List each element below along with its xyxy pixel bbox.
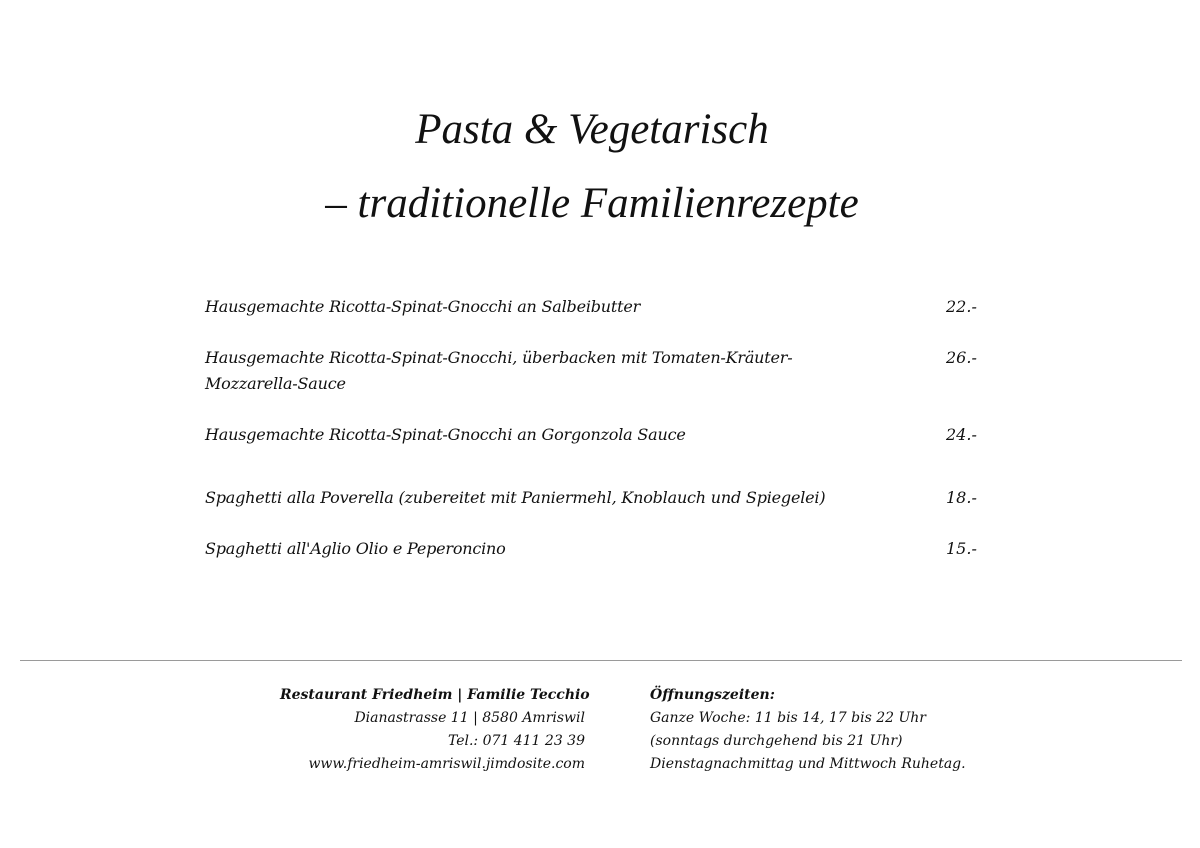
menu-item-name: Hausgemachte Ricotta-Spinat-Gnocchi an Salbeibutter	[205, 297, 641, 316]
menu-item-name: Spaghetti all'Aglio Olio e Peperoncino	[205, 539, 506, 558]
menu-item-price: 18.-	[946, 488, 977, 507]
restaurant-phone: Tel.: 071 411 23 39	[447, 733, 585, 749]
page-title-line-2: – traditionelle Familienrezepte	[325, 180, 859, 227]
opening-hours-sunday: (sonntags durchgehend bis 21 Uhr)	[650, 733, 903, 749]
restaurant-name: Restaurant Friedheim | Familie Tecchio	[280, 687, 590, 703]
restaurant-website: www.friedheim-amriswil.jimdosite.com	[308, 756, 585, 772]
footer-opening-hours	[650, 684, 1010, 776]
menu-item-price: 24.-	[946, 425, 977, 444]
opening-hours-week: Ganze Woche: 11 bis 14, 17 bis 22 Uhr	[650, 710, 927, 726]
footer-contact	[280, 684, 590, 776]
opening-hours-title: Öffnungszeiten:	[650, 687, 775, 703]
menu-item-name: Hausgemachte Ricotta-Spinat-Gnocchi an Gorgonzola Sauce	[205, 425, 686, 444]
opening-hours-closed: Dienstagnachmittag und Mittwoch Ruhetag.	[650, 756, 966, 772]
menu-item-price: 15.-	[946, 539, 977, 558]
restaurant-address: Dianastrasse 11 | 8580 Amriswil	[354, 710, 585, 726]
footer-divider	[20, 660, 1182, 661]
page-title-line-1: Pasta & Vegetarisch	[415, 106, 769, 153]
menu-item-name: Spaghetti alla Poverella (zubereitet mit Paniermehl, Knoblauch und Spiegelei)	[205, 488, 826, 507]
menu-item-price: 22.-	[946, 297, 977, 316]
menu-item-price: 26.-	[946, 348, 977, 367]
menu-item-name: Hausgemachte Ricotta-Spinat-Gnocchi, überbacken mit Tomaten-Kräuter-Mozzarella-Sauce	[205, 348, 793, 393]
